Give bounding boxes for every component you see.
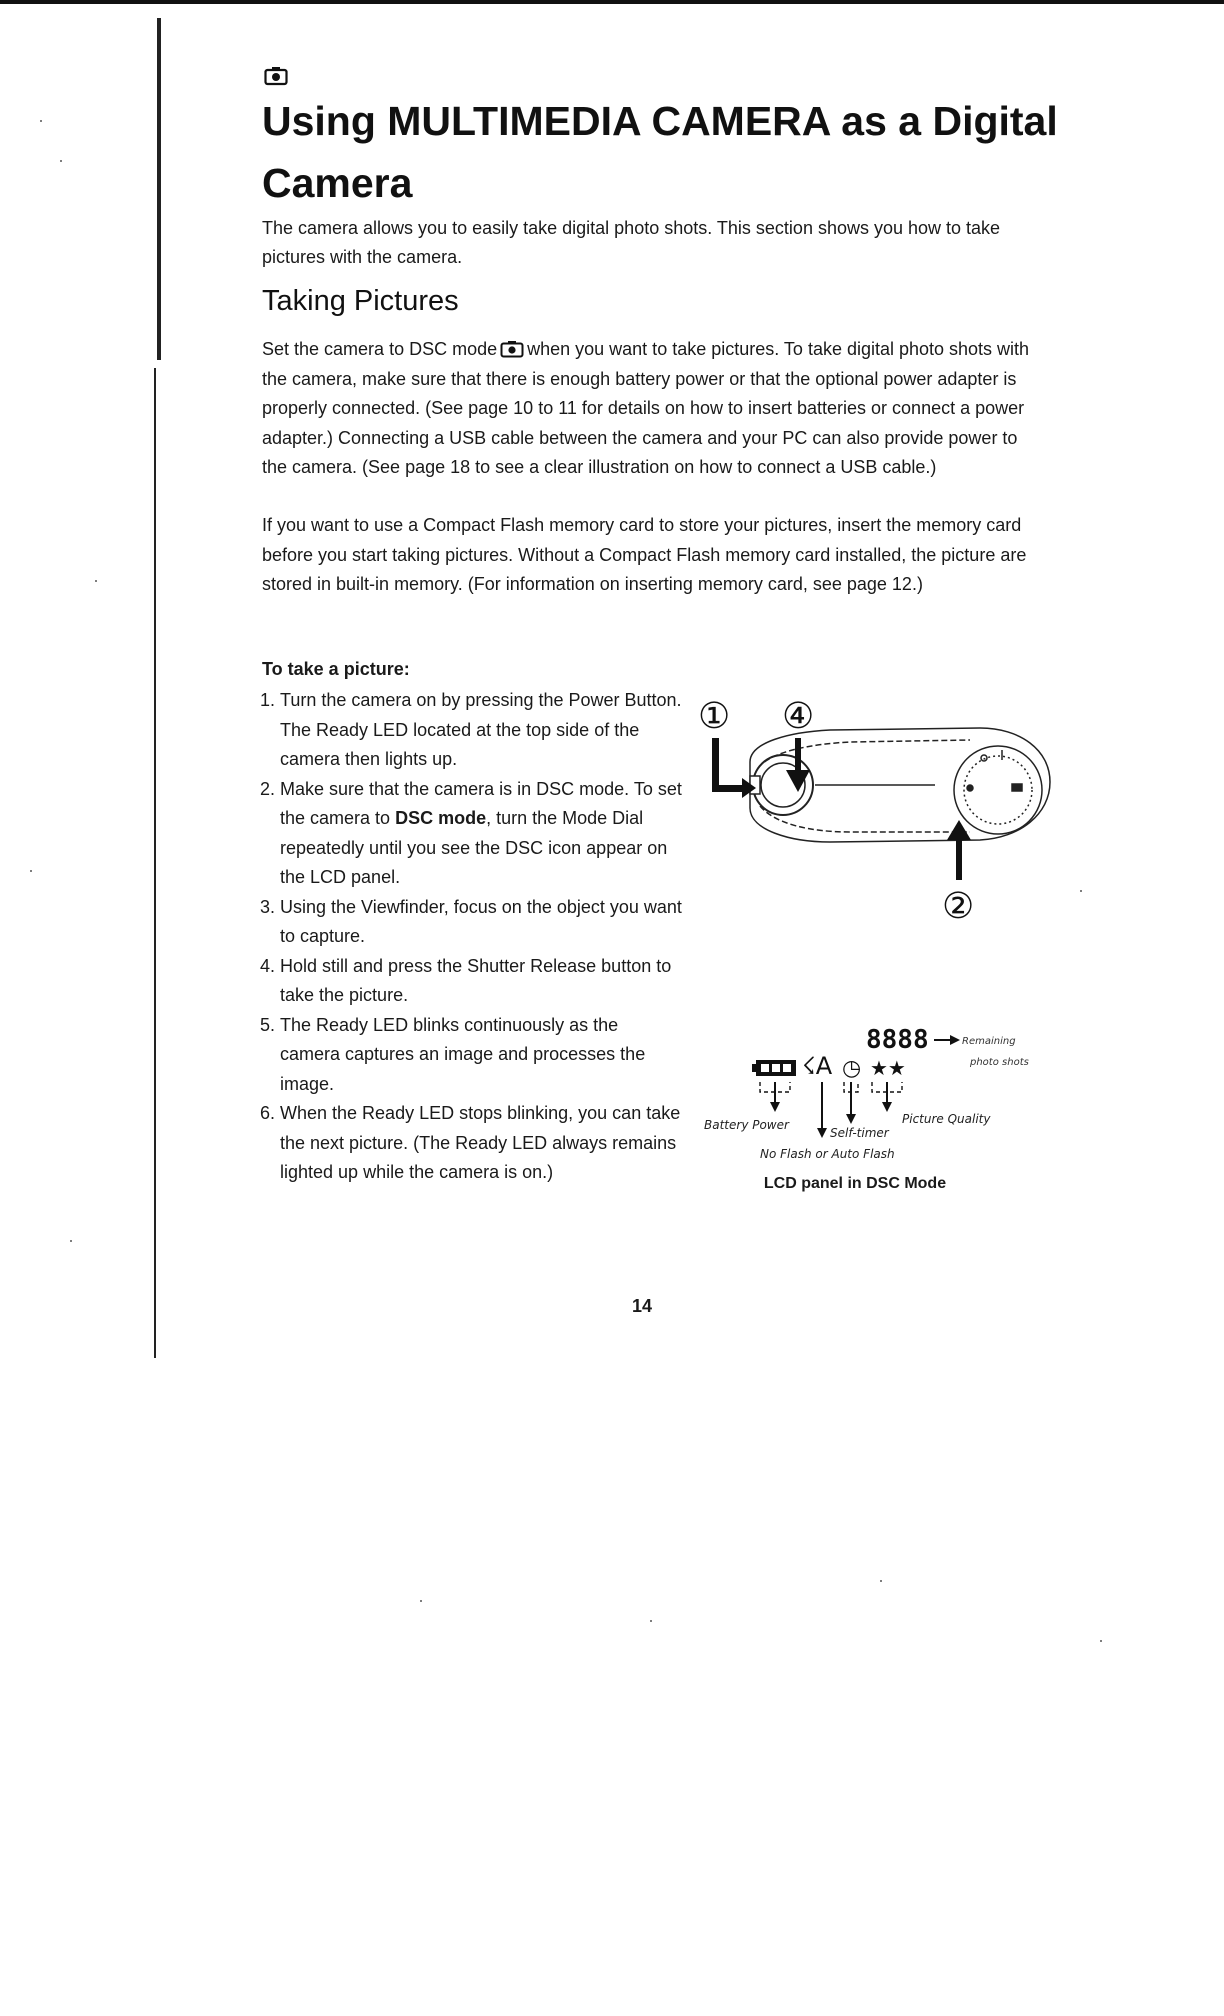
remaining-arrow-head bbox=[950, 1035, 960, 1045]
step-number: 2. bbox=[260, 778, 276, 799]
picture-quality-stars: ★★ bbox=[870, 1056, 906, 1080]
step-number: 1. bbox=[260, 690, 276, 710]
body-paragraph-dsc-mode bbox=[262, 335, 1042, 483]
scan-speck bbox=[880, 1580, 882, 1582]
steps-list bbox=[262, 686, 682, 1188]
scan-speck bbox=[95, 580, 97, 582]
step-text: Turn the camera on by pressing the Power Button. The Ready LED located at the top side of the camera then lights up. bbox=[280, 690, 682, 769]
flash-label: No Flash or Auto Flash bbox=[760, 1147, 895, 1161]
scan-speck bbox=[420, 1600, 422, 1602]
page-title: Using MULTIMEDIA CAMERA as a Digital Camera bbox=[262, 98, 1058, 206]
remaining-label-2: photo shots bbox=[970, 1057, 1029, 1068]
scan-speck bbox=[1080, 890, 1082, 892]
step-text: , turn the Mode Dial repeatedly until you see the DSC icon appear on the LCD panel. bbox=[280, 808, 668, 887]
callout-1: ① bbox=[698, 696, 731, 737]
step-number: 4. bbox=[260, 955, 276, 976]
step-text-bold: DSC mode bbox=[395, 808, 487, 828]
step-text: Using the Viewfinder, focus on the object you want to capture. bbox=[280, 896, 682, 946]
self-timer-icon: ◷ bbox=[842, 1056, 862, 1081]
steps-heading: To take a picture: bbox=[262, 659, 410, 679]
step-item bbox=[262, 686, 682, 775]
dsc-mode-icon bbox=[500, 340, 524, 358]
step-item bbox=[262, 775, 682, 893]
binder-line-bottom bbox=[154, 368, 156, 1358]
para1-text-end: when you want to take pictures. To take digital photo shots with the camera, make sure that there is enough battery power or that the optional power adapter is properly connected. (See page 10 to 11 for details on how to insert batteries or connect a power adapter.) Connecting a USB cable between the camera and your PC can also provide power to the camera. (See page 18 to see a clear illustration on how to connect a USB cable.) bbox=[262, 339, 1030, 477]
lcd-arrows bbox=[775, 1082, 887, 1132]
section-heading: Taking Pictures bbox=[262, 285, 459, 317]
lcd-caption: LCD panel in DSC Mode bbox=[763, 1175, 947, 1192]
scan-speck bbox=[1100, 1640, 1102, 1642]
arrow-callout-2 bbox=[947, 820, 971, 880]
remaining-shots-digits: 8888 bbox=[866, 1025, 929, 1055]
intro-paragraph: The camera allows you to easily take digital photo shots. This section shows you how to take pictures with the camera. bbox=[262, 218, 1001, 267]
step-item bbox=[262, 1099, 682, 1188]
self-timer-label: Self-timer bbox=[830, 1126, 889, 1140]
scan-speck bbox=[70, 1240, 72, 1242]
step-text: Make sure that the camera is in DSC mode. To set the camera to bbox=[280, 778, 682, 828]
scan-speck bbox=[60, 160, 62, 162]
step-item bbox=[262, 1011, 682, 1100]
remaining-label: Remaining bbox=[962, 1036, 1016, 1047]
step-number: 3. bbox=[260, 896, 276, 917]
battery-icon bbox=[752, 1060, 796, 1076]
step-text: The Ready LED blinks continuously as the camera captures an image and processes the image. bbox=[280, 1014, 646, 1094]
step-number: 5. bbox=[260, 1014, 276, 1035]
top-rule bbox=[0, 0, 1224, 4]
lcd-leader-lines bbox=[760, 1082, 902, 1092]
step-text: When the Ready LED stops blinking, you can take the next picture. (The Ready LED always remains lighted up while the camera is on.) bbox=[280, 1103, 681, 1182]
scan-speck bbox=[30, 870, 32, 872]
callout-2: ② bbox=[942, 886, 975, 927]
flash-mode-icon: ☇A bbox=[802, 1052, 833, 1080]
scan-speck bbox=[40, 120, 42, 122]
para1-text-start: Set the camera to DSC mode bbox=[262, 339, 498, 359]
battery-label: Battery Power bbox=[704, 1118, 789, 1132]
camera-illustration bbox=[680, 680, 1060, 950]
picture-quality-label: Picture Quality bbox=[902, 1112, 991, 1126]
callout-4: ④ bbox=[782, 696, 815, 737]
body-paragraph-memory-card: If you want to use a Compact Flash memory card to store your pictures, insert the memory card before you start taking pictures. Without a Compact Flash memory card installed, the picture are stored in built-in memory. (For information on inserting memory card, see page 12.) bbox=[262, 515, 1027, 594]
scan-speck bbox=[650, 1620, 652, 1622]
step-item bbox=[262, 952, 682, 1011]
page-number: 14 bbox=[631, 1296, 653, 1316]
binder-line-top bbox=[157, 18, 161, 360]
step-text: Hold still and press the Shutter Release button to take the picture. bbox=[280, 955, 672, 1005]
step-item bbox=[262, 893, 682, 952]
dsc-camera-icon bbox=[264, 66, 288, 86]
step-number: 6. bbox=[260, 1103, 276, 1123]
